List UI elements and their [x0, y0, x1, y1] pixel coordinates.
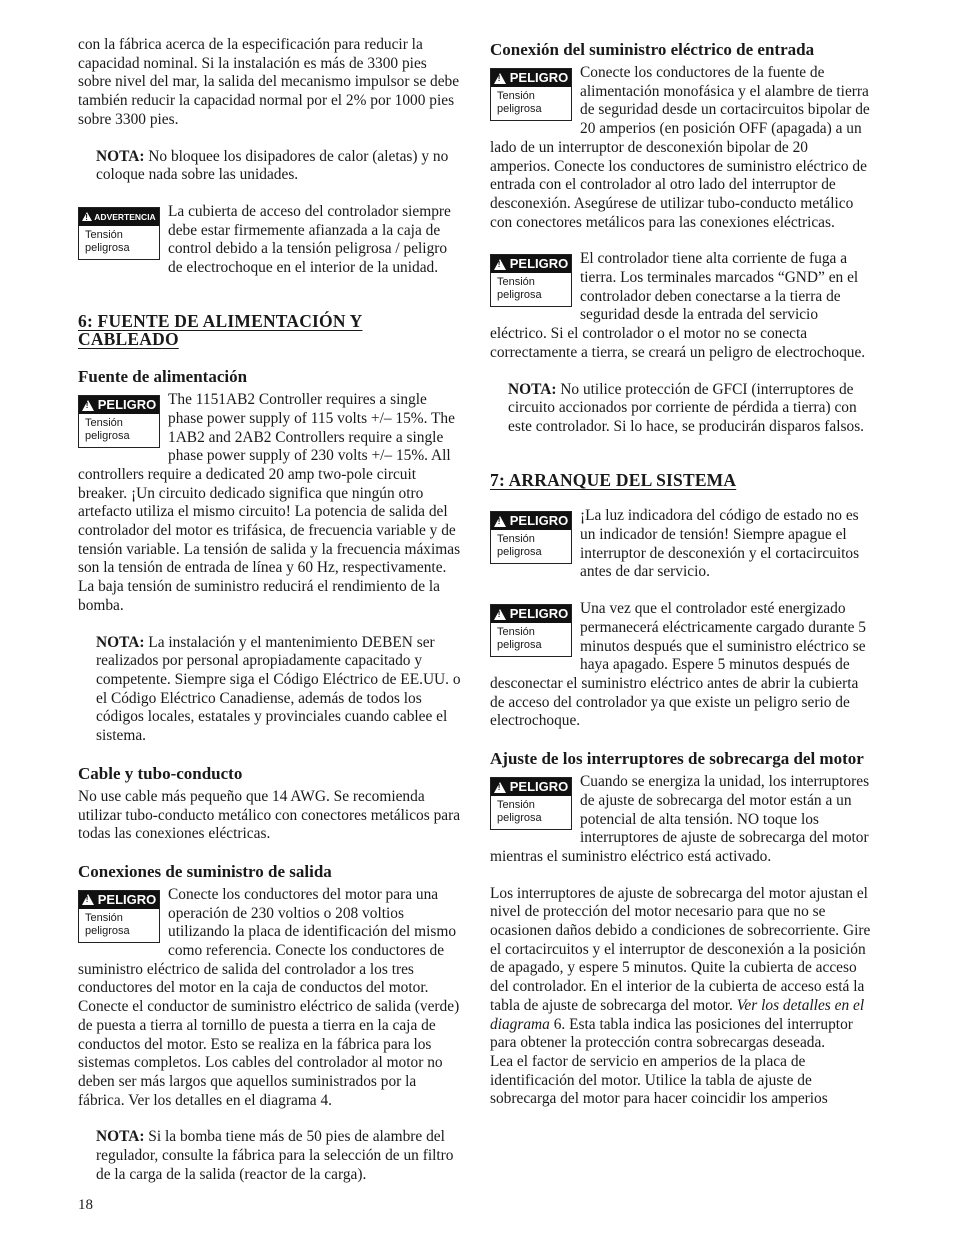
warning-label — [78, 207, 160, 260]
warning-text: La cubierta de acceso del controlador siempre debe estar firmemente afianzada a la caja de control debido a la tensión peligrosa / peligro de electrochoque en el interior de la unidad. — [168, 202, 451, 277]
danger-description: Tensión peligrosa — [85, 911, 130, 937]
right-column — [490, 36, 872, 1109]
danger-label — [490, 777, 572, 830]
danger-bar — [79, 891, 159, 909]
danger-text: ¡La luz indicadora del código de estado no es un indicador de tensión! Siempre apague el interruptor de desconexión y el cortacircuitos antes de dar servicio. — [580, 507, 860, 581]
danger-label-text: PELIGRO — [509, 256, 569, 272]
note-text: La instalación y el mantenimiento DEBEN ser realizados por personal apropiadamente capacitado y competente. Siempre siga el Código Eléctrico de EE.UU. o el Código Eléctrico Canadiense, además de todos los códigos locales, estatales y provinciales cuando cablee el sistema. — [96, 633, 461, 745]
left-column — [78, 36, 462, 1202]
subheading-power-supply: Fuente de alimentación — [78, 367, 248, 387]
warning-triangle-icon — [494, 259, 506, 270]
note-gfci — [490, 381, 872, 437]
danger-text: Cuando se energiza la unidad, los interruptores de ajuste de sobrecarga del motor están a un potencial de alta tensión. NO toque los interruptores de ajuste de sobrecarga del motor mientras el suministro eléctrico está activado. — [490, 773, 870, 865]
danger-label — [78, 890, 160, 943]
danger-label-text: PELIGRO — [509, 779, 569, 795]
danger-label-text: PELIGRO — [509, 606, 569, 622]
section-7-title: 7: ARRANQUE DEL SISTEMA — [490, 469, 737, 490]
danger-label-text: PELIGRO — [509, 513, 569, 529]
note-label: NOTA: — [96, 147, 145, 165]
danger-block-status-light — [490, 507, 872, 582]
warning-triangle-icon — [494, 516, 506, 527]
note-filter — [78, 1128, 462, 1184]
warning-bar — [79, 208, 159, 226]
danger-block-output — [78, 886, 462, 1110]
danger-label-text: PELIGRO — [97, 397, 157, 413]
danger-bar — [491, 512, 571, 530]
warning-triangle-icon — [82, 212, 92, 221]
danger-bar — [491, 69, 571, 87]
danger-bar — [491, 605, 571, 623]
danger-description: Tensión peligrosa — [497, 533, 542, 559]
danger-label — [490, 511, 572, 564]
danger-description: Tensión peligrosa — [497, 276, 542, 302]
danger-bar — [79, 396, 159, 414]
warning-triangle-icon — [82, 894, 94, 905]
danger-description: Tensión peligrosa — [497, 799, 542, 825]
subheading-cable: Cable y tubo-conducto — [78, 763, 243, 783]
danger-block-power — [78, 391, 462, 615]
subheading-output: Conexiones de suministro de salida — [78, 861, 332, 881]
note-label: NOTA: — [508, 380, 557, 398]
danger-text: Conecte los conductores de la fuente de alimentación monofásica y el alambre de tierra de seguridad desde un cortacircuitos bipolar de 20 amperios (en posición OFF (apagada) a un lado de un interruptor de desconexión bipolar de 20 amperios. Conecte los conductores de suministro eléctrico de entrada con el controlador al otro lado del interruptor de desconexión. Asegúrese de utilizar tubo-conducto metálico con conectores metálicos para las conexiones eléctricas. — [490, 64, 870, 231]
danger-label-text: PELIGRO — [509, 70, 569, 85]
danger-description: Tensión peligrosa — [85, 417, 130, 443]
note-label: NOTA: — [96, 1128, 145, 1146]
danger-text: El controlador tiene alta corriente de fuga a tierra. Los terminales marcados “GND” en el controlador deben conectarse a la tierra de seguridad desde la entrada del servicio eléctrico. Si el controlador o el motor no se conecta correctamente a tierra, se creará un peligro de electrochoque. — [490, 250, 866, 361]
subheading-input: Conexión del suministro eléctrico de entrada — [490, 40, 815, 59]
danger-label — [78, 395, 160, 448]
note-text: Si la bomba tiene más de 50 pies de alambre del regulador, consulte la fábrica para la selección de un filtro de la carga de la salida (reactor de la carga). — [96, 1128, 454, 1183]
danger-bar — [491, 255, 571, 273]
danger-text: Conecte los conductores del motor para una operación de 230 voltios o 208 voltios utilizando la placa de identificación del mismo como referencia. Conecte los conductores de suministro eléctrico de salida del controlador a los tres conductores del motor en la caja de conductos del motor. Conecte el conductor de suministro eléctrico de salida (verde) de puesta a tierra al tornillo de puesta a tierra en la caja de conductos del motor. Esto se realiza en la fábrica para los sistemas completos. Los cables del controlador al motor no deben ser más largos que aquellos suministrados por la fábrica. Ver los detalles en el diagrama 4. — [78, 885, 460, 1109]
overload-text: Los interruptores de ajuste de sobrecarga del motor ajustan el nivel de protección del motor necesario para que no se ocasionen daños debido a condiciones de sobrecorriente. Gire el cortacircuitos y el interruptor de desconexión a la posición de apagado, y espere 5 minutos. Quite la cubierta de acceso del controlador. En el interior de la cubierta de acceso está la tabla de ajuste de sobrecarga del motor. — [490, 884, 871, 1014]
danger-text: Una vez que el controlador esté energizado permanecerá eléctricamente cargado durante 5 minutos después que el suministro eléctrico se haya apagado. Espere 5 minutos después de desconectar el suministro eléctrico antes de abrir la cubierta de acceso del controlador ya que existe un peligro serio de electrochoque. — [490, 600, 866, 730]
overload-paragraph — [490, 885, 872, 1053]
danger-block-residual-charge — [490, 600, 872, 731]
cable-paragraph: No use cable más pequeño que 14 AWG. Se recomienda utilizar tubo-conducto metálico con conectores metálicos para todas las conexiones eléctricas. — [78, 787, 461, 843]
overload-paragraph-2: Lea el factor de servicio en amperios de la placa de identificación del motor. Utilice la tabla de ajuste de sobrecarga del motor para hacer coincidir los amperios — [490, 1052, 828, 1108]
overload-italic-ref: Ver los detalles en el diagrama — [490, 996, 865, 1033]
section-6-title: 6: FUENTE DE ALIMENTACIÓN Y CABLEADO — [78, 310, 363, 350]
note-label: NOTA: — [96, 633, 145, 651]
warning-triangle-icon — [494, 782, 506, 793]
danger-description: Tensión peligrosa — [497, 626, 542, 652]
overload-text-end: 6. Esta tabla indica las posiciones del interruptor para obtener la protección contra sobrecargas deseada. — [490, 1015, 853, 1052]
danger-block-overload — [490, 773, 872, 867]
subheading-overload: Ajuste de los interruptores de sobrecarga del motor — [490, 749, 864, 769]
danger-label-text: PELIGRO — [97, 891, 157, 907]
danger-block-leakage — [490, 250, 872, 362]
warning-description: Tensión peligrosa — [85, 228, 130, 254]
note-text: No bloquee los disipadores de calor (aletas) y no coloque nada sobre las unidades. — [96, 147, 449, 184]
warning-block-cover — [78, 203, 462, 278]
danger-block-input — [490, 64, 872, 232]
note-text: No utilice protección de GFCI (interruptores de circuito accionados por corriente de pérdida a tierra) con este controlador. Si lo hace, se producirán disparos falsos. — [508, 380, 865, 435]
danger-bar — [491, 778, 571, 796]
warning-triangle-icon — [494, 609, 506, 620]
warning-label-text: ADVERTENCIA — [94, 211, 156, 222]
warning-triangle-icon — [494, 73, 506, 84]
danger-label — [490, 68, 572, 121]
danger-text: The 1151AB2 Controller requires a single phase power supply of 115 volts +/– 15%. The 1AB2 and 2AB2 Controllers require a single phase power supply of 230 volts +/– 15%. All controllers require a dedicated 20 amp two-pole circuit breaker. ¡Un circuito dedicado significa que ningún otro artefacto utiliza el mismo circuito! La potencia de salida del controlador del motor es trifásica, de frecuencia variable y de tensión variable. La tensión de salida y la frecuencia máximas son la tensión de entrada de línea y 60 Hz, respectivamente. La baja tensión de suministro reducirá el rendimiento de la bomba. — [78, 391, 461, 614]
warning-triangle-icon — [82, 400, 94, 411]
danger-label — [490, 254, 572, 307]
page-number: 18 — [78, 1197, 93, 1213]
danger-label — [490, 604, 572, 657]
note-installation — [78, 634, 462, 746]
danger-description: Tensión peligrosa — [497, 90, 542, 115]
intro-paragraph: con la fábrica acerca de la especificación para reducir la capacidad nominal. Si la instalación es más de 3300 pies sobre nivel del mar, la salida del mecanismo impulsor se debe también reducir la capacidad normal por el 2% por 1000 pies sobre 3300 pies. — [78, 36, 460, 128]
note-heat-sinks — [78, 148, 462, 185]
